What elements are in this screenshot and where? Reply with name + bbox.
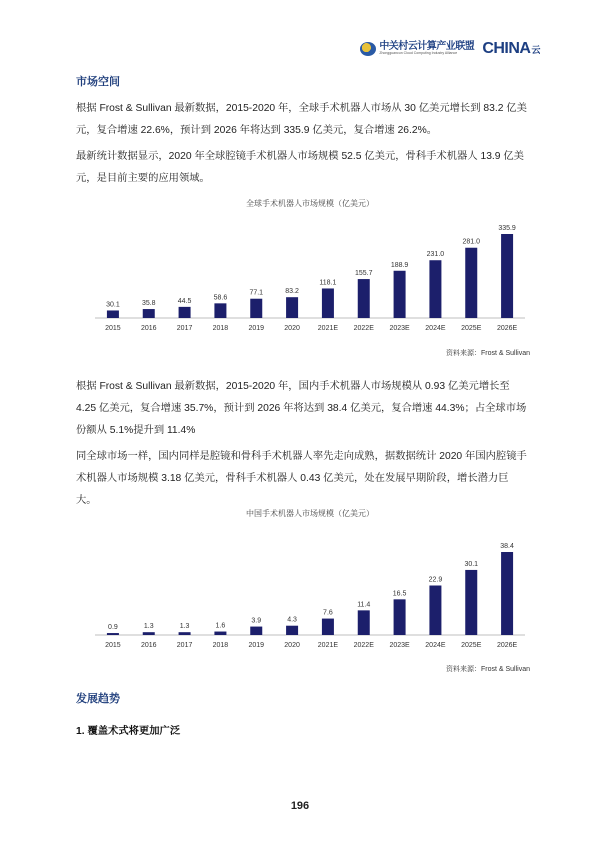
value-label: 4.3 xyxy=(287,616,297,624)
value-label: 58.6 xyxy=(213,294,228,302)
global-market-chart-svg xyxy=(90,216,530,356)
value-label: 30.1 xyxy=(106,301,120,309)
chart-source: 资料来源：Frost & Sullivan xyxy=(445,666,530,673)
value-label: 0.9 xyxy=(108,624,118,632)
bar-2016 xyxy=(143,632,155,635)
category-label: 2017 xyxy=(176,642,193,649)
value-label: 1.3 xyxy=(143,623,154,631)
category-label: 2025E xyxy=(461,642,482,649)
value-label: 335.9 xyxy=(498,225,516,232)
bar-2015 xyxy=(107,310,119,318)
chart-source: 资料来源：Frost & Sullivan xyxy=(445,350,530,357)
bar-2024E xyxy=(429,260,441,318)
category-label: 2019 xyxy=(248,642,265,649)
section-title-trends: 发展趋势 xyxy=(76,693,120,705)
value-label: 155.7 xyxy=(354,270,373,278)
category-label: 2026E xyxy=(496,642,518,649)
value-label: 44.5 xyxy=(177,297,192,305)
paragraph-china-segments: 同全球市场一样，国内同样是腔镜和骨科手术机器人率先走向成熟，据数据统计 2020 年国内腔镜手术机器人市场规模 3.18 亿美元，骨科手术机器人 0.43 亿美元，处在发展早期阶段，增长潜力巨大。 xyxy=(76,451,527,506)
bar-2015 xyxy=(107,633,119,635)
china-logo-suffix: 云 xyxy=(531,45,540,55)
category-label: 2018 xyxy=(212,325,229,332)
bar-2016 xyxy=(143,309,155,318)
category-label: 2023E xyxy=(389,642,410,649)
bar-2026E xyxy=(501,552,513,635)
alliance-logo xyxy=(360,42,474,56)
value-label: 38.4 xyxy=(500,543,514,550)
paragraph-global-market: 根据 Frost & Sullivan 最新数据，2015-2020 年，全球手术机器人市场从 30 亿美元增长到 83.2 亿美元，复合增速 22.6%，预计到 2026 年将达到 335.9 亿美元，复合增速 26.2%。 xyxy=(76,103,527,136)
china-logo xyxy=(482,40,540,58)
bar-2022E xyxy=(358,610,370,635)
category-label: 2020 xyxy=(284,325,300,332)
bar-2017 xyxy=(179,307,191,318)
bar-2020 xyxy=(286,297,298,318)
bar-2019 xyxy=(250,627,262,635)
category-label: 2024E xyxy=(425,325,446,332)
category-label: 2023E xyxy=(389,325,410,332)
bar-2019 xyxy=(250,299,262,318)
chart-title: 中国手术机器人市场规模（亿美元） xyxy=(246,509,374,518)
alliance-logo-icon xyxy=(360,42,376,56)
value-label: 83.2 xyxy=(285,288,299,296)
paragraph-china-market: 根据 Frost & Sullivan 最新数据，2015-2020 年，国内手术机器人市场规模从 0.93 亿美元增长至 4.25 亿美元，复合增速 35.7%，预计到 2026 年将达到 38.4 亿美元，复合增速 44.3%；占全球市场份额从 5.1%提升到 11.4% xyxy=(76,381,527,436)
category-label: 2021E xyxy=(317,325,339,332)
chart-title: 全球手术机器人市场规模（亿美元） xyxy=(246,199,374,208)
value-label: 3.9 xyxy=(251,617,262,625)
bar-2022E xyxy=(358,279,370,318)
category-label: 2021E xyxy=(317,642,339,649)
value-label: 1.3 xyxy=(179,623,190,631)
bar-2017 xyxy=(179,632,191,635)
bar-2023E xyxy=(394,599,406,635)
category-label: 2024E xyxy=(425,642,446,649)
value-label: 77.1 xyxy=(249,289,264,297)
category-label: 2026E xyxy=(496,325,518,332)
bar-2026E xyxy=(501,234,513,318)
alliance-logo-subtext: Zhongguancun Cloud Computing Industry Alliance xyxy=(379,51,458,56)
category-label: 2022E xyxy=(353,325,374,332)
bar-2018 xyxy=(214,303,226,318)
global-market-chart xyxy=(90,198,530,360)
value-label: 11.4 xyxy=(357,601,371,609)
bar-2018 xyxy=(214,632,226,635)
section-title-market: 市场空间 xyxy=(76,76,120,88)
bar-2024E xyxy=(429,586,441,635)
bar-2021E xyxy=(322,288,334,318)
bar-2025E xyxy=(465,248,477,318)
category-label: 2019 xyxy=(248,325,265,332)
bar-2021E xyxy=(322,619,334,635)
bar-2020 xyxy=(286,626,298,635)
value-label: 16.5 xyxy=(392,590,407,598)
value-label: 231.0 xyxy=(426,251,445,259)
china-market-chart xyxy=(90,508,530,678)
category-label: 2022E xyxy=(353,642,374,649)
category-label: 2015 xyxy=(105,642,121,649)
category-label: 2025E xyxy=(461,325,482,332)
value-label: 281.0 xyxy=(462,238,481,246)
trend-item-1: 1. 覆盖术式将更加广泛 xyxy=(76,726,181,737)
value-label: 30.1 xyxy=(464,560,479,568)
category-label: 2015 xyxy=(105,325,121,332)
page-number: 196 xyxy=(290,800,310,812)
header-logos xyxy=(360,40,540,58)
china-logo-text: CHINA xyxy=(482,40,531,57)
value-label: 188.9 xyxy=(390,261,409,269)
value-label: 35.8 xyxy=(141,300,156,308)
category-label: 2016 xyxy=(140,642,157,649)
bar-2023E xyxy=(394,271,406,318)
bar-2025E xyxy=(465,570,477,635)
china-market-chart-svg xyxy=(90,526,530,671)
category-label: 2018 xyxy=(212,642,229,649)
value-label: 118.1 xyxy=(319,279,337,287)
category-label: 2020 xyxy=(284,642,300,649)
category-label: 2016 xyxy=(140,325,157,332)
value-label: 1.6 xyxy=(215,622,226,630)
alliance-logo-text: 中关村云计算产业联盟 xyxy=(379,41,475,53)
value-label: 22.9 xyxy=(428,576,443,584)
value-label: 7.6 xyxy=(323,609,333,617)
paragraph-global-segments: 最新统计数据显示，2020 年全球腔镜手术机器人市场规模 52.5 亿美元，骨科手术机器人 13.9 亿美元，是目前主要的应用领域。 xyxy=(76,151,524,184)
category-label: 2017 xyxy=(176,325,193,332)
